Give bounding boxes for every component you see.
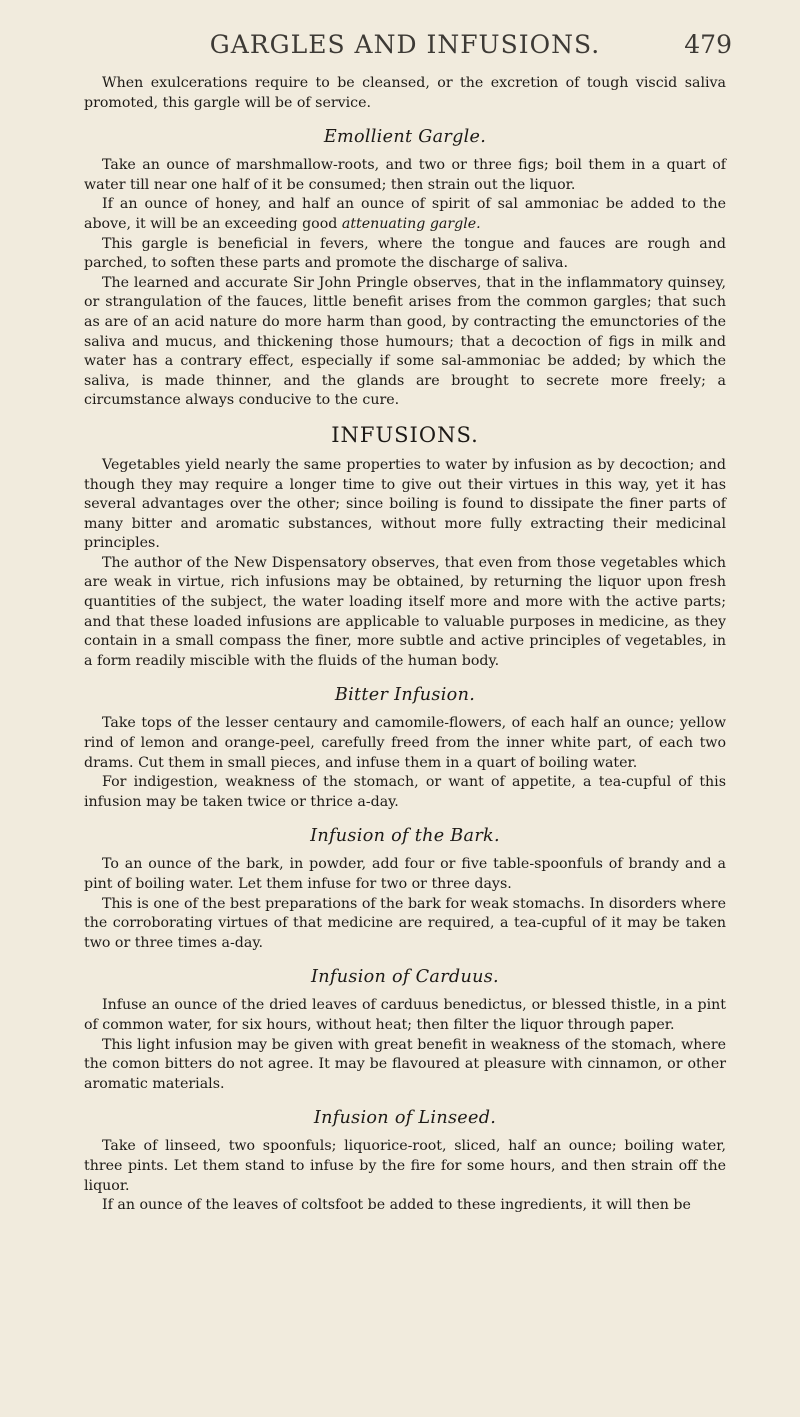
- bark-infusion-use: This is one of the best preparations of the bark for weak stomachs. In disorders where the corroborating virtues of that medicine are required, a tea-cupful of it may be taken two or three times a-day.: [84, 895, 726, 951]
- attenuating-gargle-term: attenuating gargle.: [341, 215, 481, 232]
- intro-paragraph: When exulcerations require to be cleansed, or the excretion of tough viscid saliva promoted, this gargle will be of service.: [84, 75, 726, 111]
- emollient-recipe: Take an ounce of marshmallow-roots, and two or three figs; boil them in a quart of water till near one half of it be consumed; then strain out the liquor.: [84, 157, 726, 193]
- bark-infusion-recipe: To an ounce of the bark, in powder, add four or five table-spoonfuls of brandy and a pint of boiling water. Let them infuse for two or three days.: [84, 856, 726, 892]
- linseed-infusion-heading: Infusion of Linseed.: [313, 1108, 497, 1129]
- page-body: [84, 74, 726, 1216]
- emollient-honey-text: If an ounce of honey, and half an ounce of spirit of sal ammoniac be added to the above, it will be an exceeding good: [84, 196, 726, 232]
- carduus-infusion-heading: Infusion of Carduus.: [311, 967, 499, 988]
- carduus-infusion-use: This light infusion may be given with great benefit in weakness of the stomach, where the comon bitters do not agree. It may be flavoured at pleasure with cinnamon, or other aromatic materials.: [84, 1036, 726, 1092]
- page-number: 479: [684, 30, 732, 59]
- linseed-infusion-coltsfoot: If an ounce of the leaves of coltsfoot be added to these ingredients, it will then be: [102, 1197, 691, 1214]
- pringle-paragraph: The learned and accurate Sir John Pringle observes, that in the inflammatory quinsey, or strangulation of the fauces, little benefit arises from the common gargles; that such as are of an acid nature do more harm than good, by contracting the emunctories of the saliva and mucus, and thickening those humours; that a decoction of figs in milk and water has a contrary effect, especially if some sal-ammoniac be added; by which the saliva, is made thinner, and the glands are brought to secrete more freely; a circumstance always conducive to the cure.: [84, 274, 726, 409]
- bitter-infusion-recipe: Take tops of the lesser centaury and camomile-flowers, of each half an ounce; yellow rind of lemon and orange-peel, carefully freed from the inner white part, of each two drams. Cut them in small pieces, and infuse them in a quart of boiling water.: [84, 715, 726, 771]
- emollient-honey-note: [84, 195, 726, 234]
- carduus-infusion-recipe: Infuse an ounce of the dried leaves of carduus benedictus, or blessed thistle, in a pint of common water, for six hours, without heat; then filter the liquor through paper.: [84, 997, 726, 1033]
- running-head-title: GARGLES AND INFUSIONS.: [209, 30, 601, 59]
- bitter-infusion-use: For indigestion, weakness of the stomach, or want of appetite, a tea-cupful of this infusion may be taken twice or thrice a-day.: [84, 774, 726, 810]
- running-head: [84, 30, 732, 74]
- bark-infusion-heading: Infusion of the Bark.: [310, 826, 500, 847]
- emollient-fevers-note: This gargle is beneficial in fevers, where the tongue and fauces are rough and parched, to soften these parts and promote the discharge of saliva.: [84, 235, 726, 272]
- emollient-gargle-heading: Emollient Gargle.: [323, 127, 487, 148]
- infusions-heading: INFUSIONS.: [331, 422, 479, 447]
- bitter-infusion-heading: Bitter Infusion.: [334, 685, 476, 706]
- linseed-infusion-recipe: Take of linseed, two spoonfuls; liquorice-root, sliced, half an ounce; boiling water, three pints. Let them stand to infuse by the fire for some hours, and then strain off the liquor.: [84, 1138, 726, 1194]
- infusions-paragraph-2: The author of the New Dispensatory observes, that even from those vegetables which are weak in virtue, rich infusions may be obtained, by returning the liquor upon fresh quantities of the subject, the water loading itself more and more with the active parts; and that these loaded infusions are applicable to valuable purposes in medicine, as they contain in a small compass the finer, more subtle and active principles of vegetables, in a form readily miscible with the fluids of the human body.: [84, 554, 726, 669]
- infusions-paragraph-1: Vegetables yield nearly the same properties to water by infusion as by decoction; and though they may require a longer time to give out their virtues in this way, yet it has several advantages over the other; since boiling is found to dissipate the finer parts of many bitter and aromatic substances, without more fully extracting their medicinal principles.: [84, 456, 726, 552]
